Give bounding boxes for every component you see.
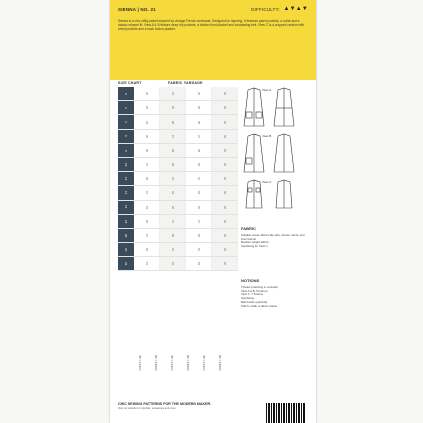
measurement-cell: 45 bbox=[212, 101, 238, 114]
header-row bbox=[118, 7, 308, 15]
measurement-cell: 39 bbox=[160, 229, 186, 242]
size-cell: 0 bbox=[118, 87, 134, 100]
table-row bbox=[118, 215, 238, 229]
size-cell: 18 bbox=[118, 215, 134, 228]
list-item: Suitable woven fabrics like twill, canvas, denim and linen blends bbox=[241, 234, 305, 241]
list-item: Tailor's chalk or fabric marker bbox=[241, 303, 278, 308]
measurement-cell: 35 bbox=[160, 201, 186, 214]
yardage-column: 60" / 150cm bbox=[154, 355, 158, 371]
header-panel bbox=[110, 0, 316, 80]
measurement-cell: 36 bbox=[134, 144, 160, 157]
measurement-cell: 26 bbox=[160, 115, 186, 128]
view-c-drawing bbox=[240, 178, 310, 222]
view-b-label: View B bbox=[262, 134, 272, 138]
measurement-cell: 35 bbox=[134, 130, 160, 143]
barcode bbox=[266, 403, 306, 423]
measurement-cell: 39 bbox=[134, 172, 160, 185]
measurement-cell: 45 bbox=[212, 144, 238, 157]
measurement-cell: 45 bbox=[186, 201, 212, 214]
yardage-column: 60" / 150cm bbox=[186, 355, 190, 371]
yardage-column: 45" / 114cm bbox=[170, 355, 174, 371]
view-a-label: View A bbox=[262, 88, 272, 92]
size-cell: 12 bbox=[118, 172, 134, 185]
measurement-cell: 25 bbox=[160, 101, 186, 114]
measurement-cell: 29 bbox=[160, 158, 186, 171]
table-row bbox=[118, 201, 238, 215]
measurement-cell: 47 bbox=[186, 215, 212, 228]
size-cell: 8 bbox=[118, 144, 134, 157]
measurement-cell: 43 bbox=[134, 201, 160, 214]
measurement-cell: 45 bbox=[212, 87, 238, 100]
list-item: View C: 7 buttons bbox=[241, 292, 263, 297]
measurement-cell: 45 bbox=[212, 201, 238, 214]
measurement-cell: 45 bbox=[212, 172, 238, 185]
measurement-cell: 33 bbox=[160, 186, 186, 199]
size-chart-label: SIZE CHART bbox=[118, 81, 142, 85]
table-row bbox=[118, 243, 238, 257]
size-cell: 20 bbox=[118, 229, 134, 242]
footer-text bbox=[118, 402, 238, 410]
measurement-cell: 37 bbox=[134, 158, 160, 171]
pattern-envelope bbox=[110, 0, 316, 423]
measurement-cell: 39 bbox=[186, 158, 212, 171]
measurement-cell: 45 bbox=[212, 130, 238, 143]
measurement-cell: 34 bbox=[134, 115, 160, 128]
table-row bbox=[118, 257, 238, 271]
measurement-cell: 45 bbox=[212, 229, 238, 242]
pattern-name: SIENNA | NO. 21 bbox=[118, 7, 156, 12]
size-cell: 6 bbox=[118, 130, 134, 143]
measurement-cell: 47 bbox=[134, 229, 160, 242]
measurement-cell: 41 bbox=[160, 243, 186, 256]
measurement-cell: 41 bbox=[134, 186, 160, 199]
view-b-drawing bbox=[240, 132, 310, 176]
measurement-cell: 43 bbox=[160, 257, 186, 270]
measurement-cell: 34 bbox=[186, 87, 212, 100]
list-item: Thread (matching or contrast) bbox=[241, 286, 278, 289]
yardage-column: 60" / 150cm bbox=[218, 355, 222, 371]
measurement-cell: 51 bbox=[134, 257, 160, 270]
measurement-cell: 24 bbox=[160, 87, 186, 100]
yardage-column: 45" / 114cm bbox=[138, 355, 142, 371]
measurement-cell: 49 bbox=[134, 243, 160, 256]
notions-list bbox=[241, 286, 311, 386]
size-cell: 2 bbox=[118, 101, 134, 114]
list-item: Interfacing bbox=[241, 296, 255, 301]
list-item: Belt buckle (optional) bbox=[241, 299, 268, 304]
size-cell: 10 bbox=[118, 158, 134, 171]
measurement-cell: 53 bbox=[186, 257, 212, 270]
footer-title: CHIC SEWING PATTERNS FOR THE MODERN MAKER. bbox=[118, 402, 212, 406]
table-row bbox=[118, 186, 238, 200]
measurement-cell: 32 bbox=[134, 87, 160, 100]
measurement-cell: 33 bbox=[134, 101, 160, 114]
size-cell: 16 bbox=[118, 201, 134, 214]
list-item: Medium weight fabrics bbox=[241, 240, 269, 245]
pattern-description: Sienna is a chic utility jacket inspired by vintage French workwear. Designed for layering, it features patch pockets, a collar and a classic relaxed fit. View A & B feature deep hip pockets, a hidden front placket and contrasting belt. View C is a cropped version with chest pockets and a back button placket. bbox=[118, 19, 305, 32]
measurement-cell: 37 bbox=[160, 215, 186, 228]
fabric-heading: FABRIC bbox=[241, 226, 256, 231]
view-a-drawing bbox=[240, 86, 310, 130]
measurement-cell: 35 bbox=[186, 101, 212, 114]
measurement-cell: 45 bbox=[212, 186, 238, 199]
table-row bbox=[118, 130, 238, 144]
table-row bbox=[118, 172, 238, 186]
table-row bbox=[118, 229, 238, 243]
measurement-cell: 43 bbox=[186, 186, 212, 199]
measurement-cell: 45 bbox=[212, 115, 238, 128]
measurement-cell: 41 bbox=[186, 172, 212, 185]
measurement-cell: 45 bbox=[212, 158, 238, 171]
size-chart-table bbox=[118, 87, 238, 354]
view-c-label: View C bbox=[262, 180, 272, 184]
measurement-cell: 36 bbox=[186, 115, 212, 128]
difficulty-rating: ▲▼▲▼ bbox=[283, 6, 308, 12]
size-cell: 24 bbox=[118, 257, 134, 270]
fabric-yardage-label: FABRIC YARDAGE bbox=[168, 81, 203, 85]
size-cell: 22 bbox=[118, 243, 134, 256]
technical-drawings bbox=[240, 86, 310, 224]
size-cell: 14 bbox=[118, 186, 134, 199]
table-row bbox=[118, 115, 238, 129]
measurement-cell: 45 bbox=[134, 215, 160, 228]
table-row bbox=[118, 144, 238, 158]
measurement-cell: 45 bbox=[212, 215, 238, 228]
measurement-cell: 45 bbox=[212, 243, 238, 256]
table-row bbox=[118, 158, 238, 172]
list-item: Interfacing for View C bbox=[241, 244, 268, 249]
table-row bbox=[118, 87, 238, 101]
notions-heading: NOTIONS bbox=[241, 278, 260, 283]
measurement-cell: 51 bbox=[186, 243, 212, 256]
measurement-cell: 27 bbox=[160, 130, 186, 143]
table-row bbox=[118, 101, 238, 115]
measurement-cell: 37 bbox=[186, 130, 212, 143]
list-item: View A & B: 5 buttons bbox=[241, 288, 268, 293]
measurement-cell: 49 bbox=[186, 229, 212, 242]
footer-subtitle: Visit our website for tutorials, sewalongs and more bbox=[118, 407, 176, 410]
difficulty-label: DIFFICULTY: bbox=[251, 7, 280, 12]
measurement-cell: 45 bbox=[212, 257, 238, 270]
yardage-column: 45" / 114cm bbox=[202, 355, 206, 371]
size-cell: 4 bbox=[118, 115, 134, 128]
measurement-cell: 28 bbox=[160, 144, 186, 157]
measurement-cell: 31 bbox=[160, 172, 186, 185]
measurement-cell: 38 bbox=[186, 144, 212, 157]
fabric-list bbox=[241, 234, 311, 272]
